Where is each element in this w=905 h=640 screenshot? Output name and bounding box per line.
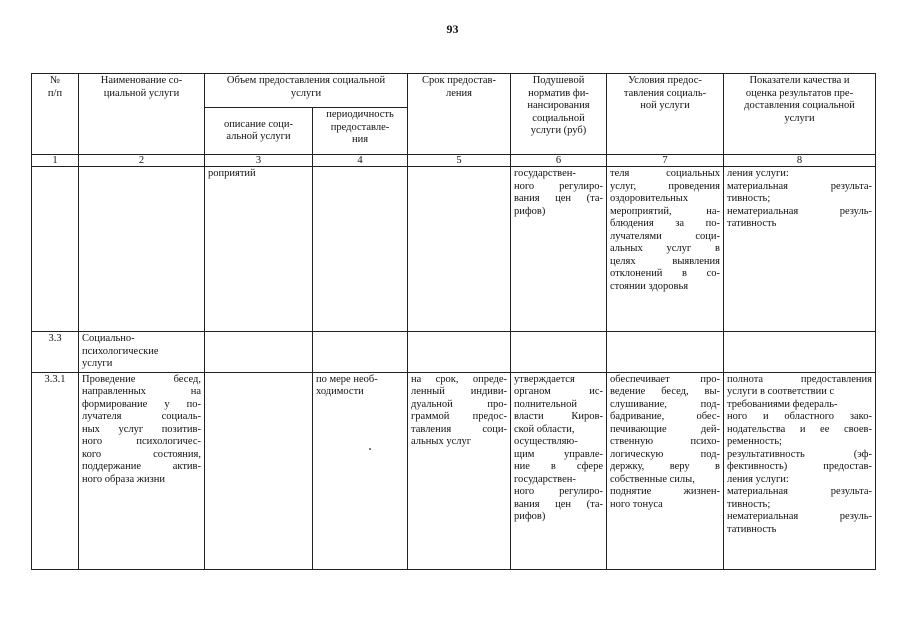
page-number: 93 (446, 22, 459, 36)
cell-conditions: обеспечивает про- ведение бесед, вы- слушивание, под- бадривание, обес- печивающие дей- ственную психо- логическую под- держку, веру в собственные силы, поднятие жизнен- ного тонуса (607, 372, 724, 569)
social-services-table (31, 73, 876, 570)
header-description: описание соци- альной услуги (205, 108, 313, 155)
column-number: 8 (724, 155, 876, 167)
cell-description: роприятий (205, 167, 313, 332)
cell-service-name: Социально- психологические услуги (79, 332, 205, 373)
column-number: 6 (511, 155, 607, 167)
column-numbers-row (32, 155, 876, 167)
column-number: 5 (408, 155, 511, 167)
header-conditions: Условия предос- тавления социаль- ной услуги (607, 74, 724, 155)
table-row (32, 372, 876, 569)
header-quality: Показатели качества и оценка результатов пре- доставления социальной услуги (724, 74, 876, 155)
header-service-name: Наименование со- циальной услуги (79, 74, 205, 155)
column-number: 2 (79, 155, 205, 167)
column-number: 7 (607, 155, 724, 167)
column-number: 1 (32, 155, 79, 167)
cell-number: 3.3.1 (32, 372, 79, 569)
column-number: 4 (313, 155, 408, 167)
table-row (32, 332, 876, 373)
cell-normative: утверждается органом ис- полнительной власти Киров- ской области, осуществляю- щим управле- ние в сфере государствен- ного регулиро- вания цен (та- рифов) (511, 372, 607, 569)
header-volume-group: Объем предоставления социальной услуги (205, 74, 408, 108)
table-row (32, 167, 876, 332)
cell-normative: государствен- ного регулиро- вания цен (та- рифов) (511, 167, 607, 332)
cell-number: 3.3 (32, 332, 79, 373)
header-term: Срок предостав- ления (408, 74, 511, 155)
cell-quality: полнота предоставления услуги в соответствии с требованиями федераль- ного и областного зако- нодательства и ее своев- ременность; результативность (эф- фективность) предостав- ления услуги: материальная результа- тивность; нематериальная резуль- тативность (724, 372, 876, 569)
cell-conditions: теля социальных услуг, проведения оздоровительных мероприятий, на- блюдения за по- лучателями соци- альных услуг в целях выявления отклонений в со- стоянии здоровья (607, 167, 724, 332)
cell-term: на срок, опреде- ленный индиви- дуальной про- граммой предос- тавления соци- альных услуг (408, 372, 511, 569)
header-normative: Подушевой норматив фи- нансирования социальной услуги (руб) (511, 74, 607, 155)
scan-speck (369, 448, 371, 450)
header-periodicity: периодичность предоставле- ния (313, 108, 408, 155)
column-number: 3 (205, 155, 313, 167)
header-number: № п/п (32, 74, 79, 155)
cell-service-name: Проведение бесед, направленных на формирование у по- лучателя социаль- ных услуг позитив- ного психологичес- кого состояния, поддержание актив- ного образа жизни (79, 372, 205, 569)
cell-periodicity: по мере необ- ходимости (313, 372, 408, 569)
cell-quality: ления услуги: материальная результа- тивность; нематериальная резуль- тативность (724, 167, 876, 332)
